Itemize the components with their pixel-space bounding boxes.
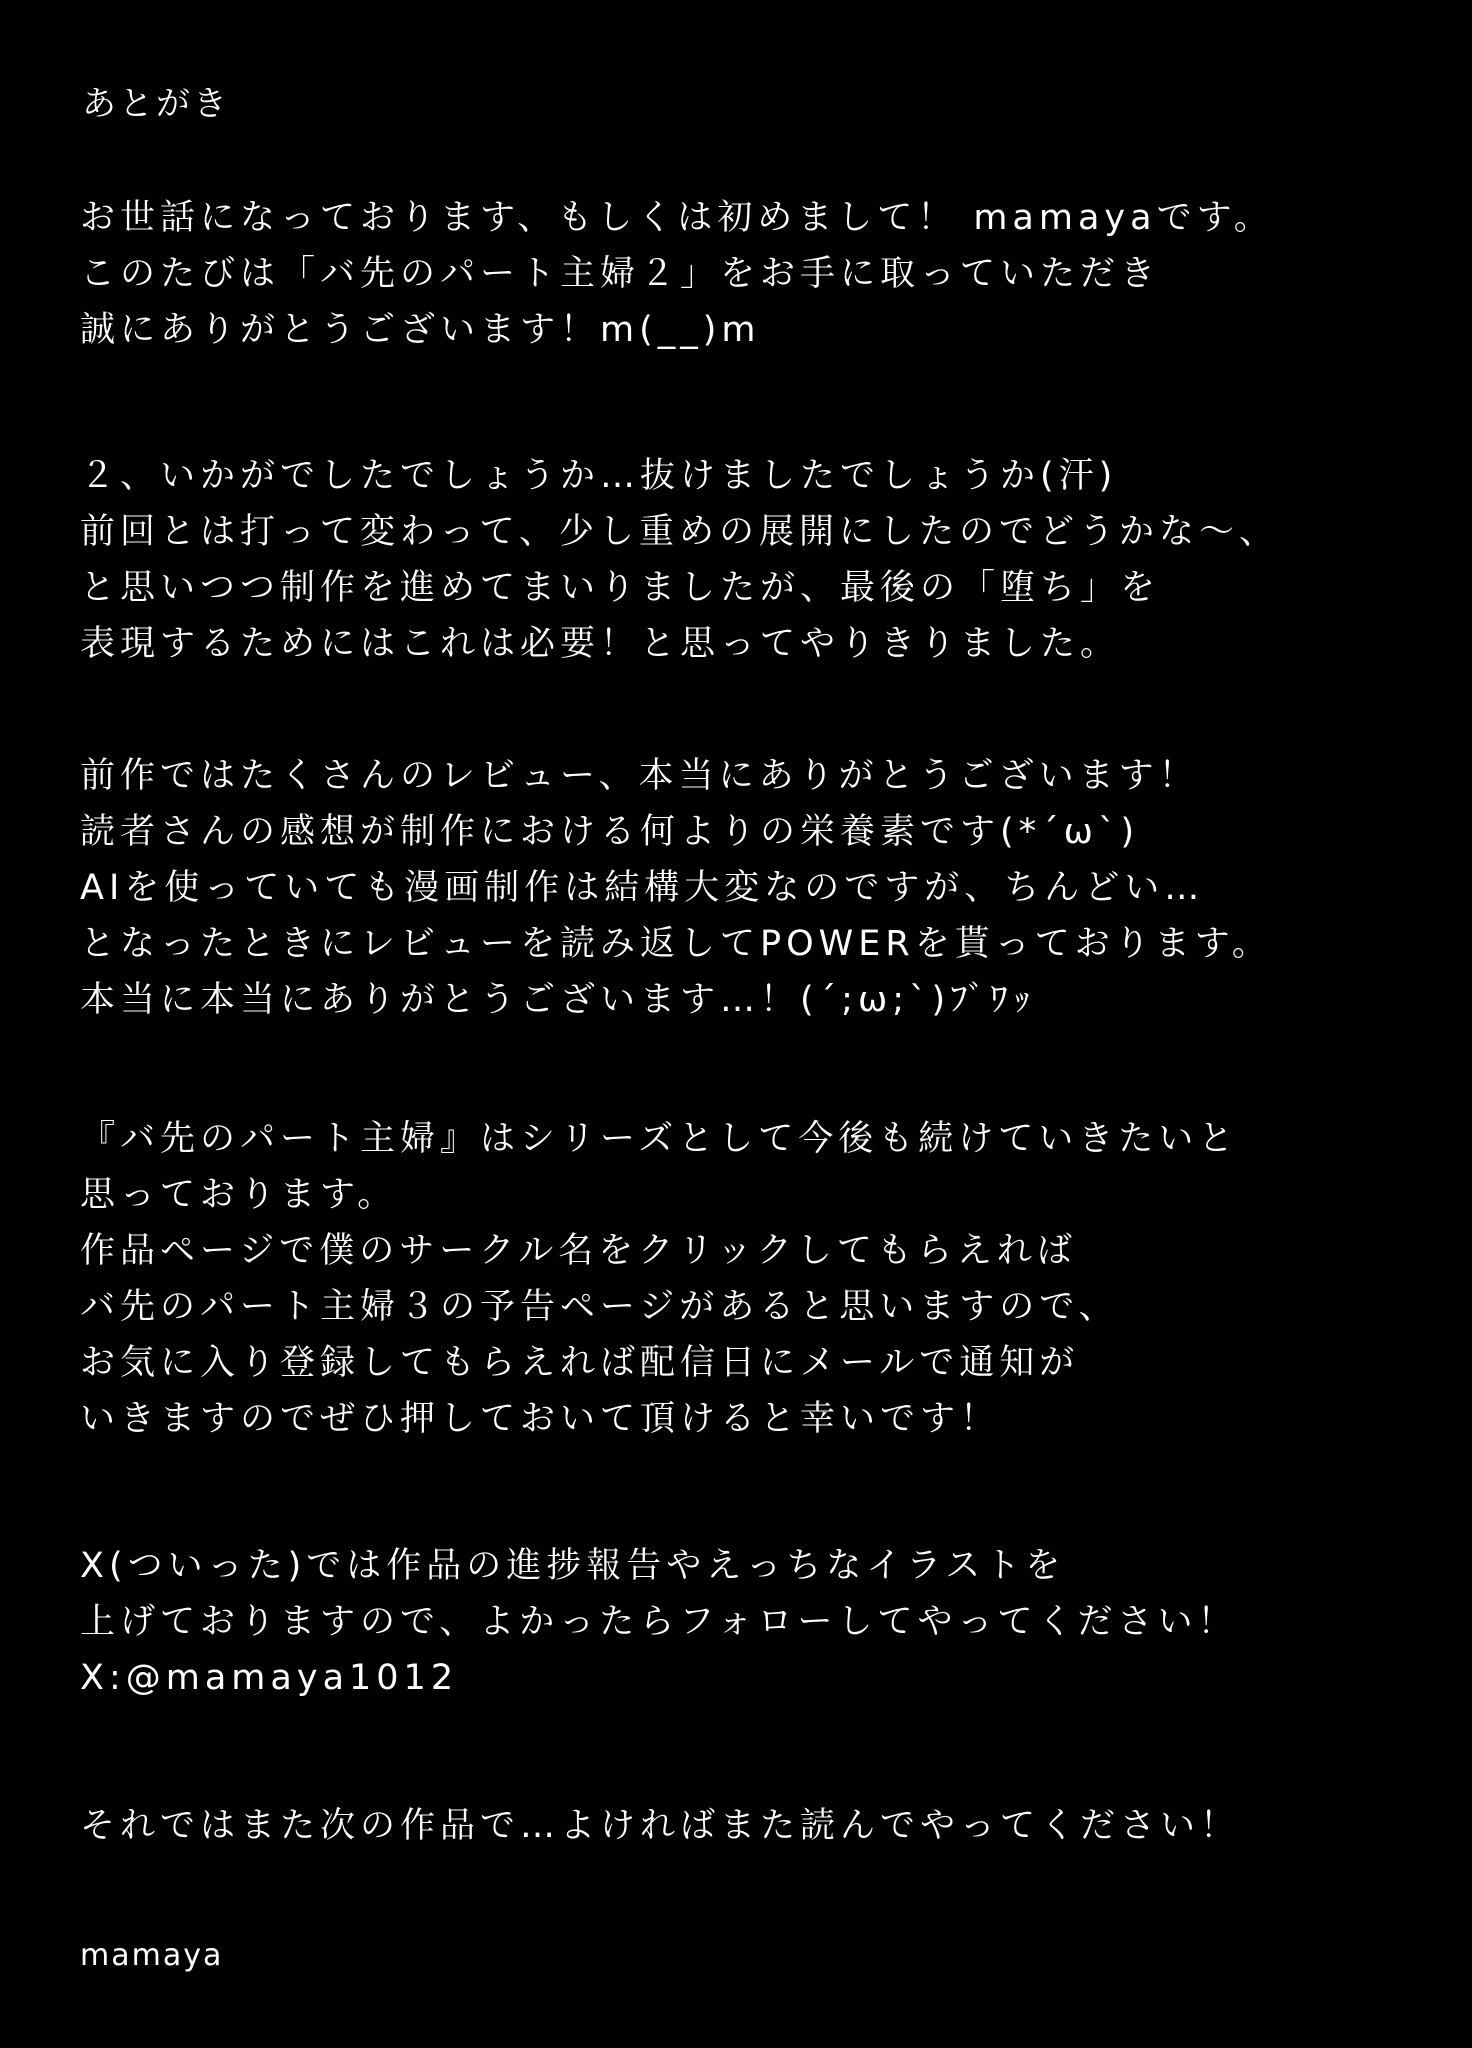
text-line: 作品ページで僕のサークル名をクリックしてもらえれば: [80, 1231, 1077, 1271]
text-line: と思いつつ制作を進めてまいりましたが、最後の「堕ち」を: [80, 568, 1161, 608]
paragraph-reviews-thanks: [80, 748, 1272, 1028]
paragraph-greeting: [80, 190, 1274, 358]
x-handle: X:@mamaya1012: [80, 1658, 459, 1698]
paragraph-series-notice: [80, 1111, 1238, 1447]
text-line: 前作ではたくさんのレビュー、本当にありがとうございます！: [80, 756, 1199, 796]
text-line: 『バ先のパート主婦』はシリーズとして今後も続けていきたいと: [80, 1119, 1239, 1159]
text-line: それではまた次の作品で…よければまた読んでやってください！: [80, 1806, 1241, 1846]
paragraph-impressions: [80, 448, 1279, 672]
text-line: ２、いかがでしたでしょうか…抜けましたでしょうか(汗): [80, 456, 1118, 496]
author-signature: mamaya: [80, 1938, 224, 1973]
text-line: 読者さんの感想が制作における何よりの栄養素です(*´ω`): [80, 812, 1140, 852]
text-line: お気に入り登録してもらえれば配信日にメールで通知が: [80, 1343, 1080, 1383]
text-line: バ先のパート主婦３の予告ページがあると思いますので、: [80, 1287, 1119, 1327]
text-line: 本当に本当にありがとうございます…！(´;ω;`)ﾌﾞﾜｯ: [80, 980, 1036, 1020]
text-line: 表現するためにはこれは必要！と思ってやりきりました。: [80, 624, 1121, 664]
paragraph-closing: [80, 1798, 1240, 1854]
text-line: となったときにレビューを読み返してPOWERを貰っております。: [80, 924, 1272, 964]
text-line: AIを使っていても漫画制作は結構大変なのですが、ちんどい…: [80, 868, 1205, 908]
text-line: X(ついった)では作品の進捗報告やえっちなイラストを: [80, 1546, 1066, 1586]
text-line: 上げておりますので、よかったらフォローしてやってください！: [80, 1602, 1238, 1642]
text-line: お世話になっております、もしくは初めまして！ mamayaです。: [80, 198, 1274, 238]
text-line: 誠にありがとうございます！m(__)m: [80, 310, 761, 350]
text-line: 前回とは打って変わって、少し重めの展開にしたのでどうかな～、: [80, 512, 1279, 552]
paragraph-social: [80, 1538, 1238, 1706]
page-title: あとがき: [82, 84, 230, 124]
text-line: このたびは「バ先のパート主婦２」をお手に取っていただき: [80, 254, 1161, 294]
text-line: 思っております。: [80, 1175, 398, 1215]
text-line: いきますのでぜひ押しておいて頂けると幸いです！: [80, 1399, 1001, 1439]
